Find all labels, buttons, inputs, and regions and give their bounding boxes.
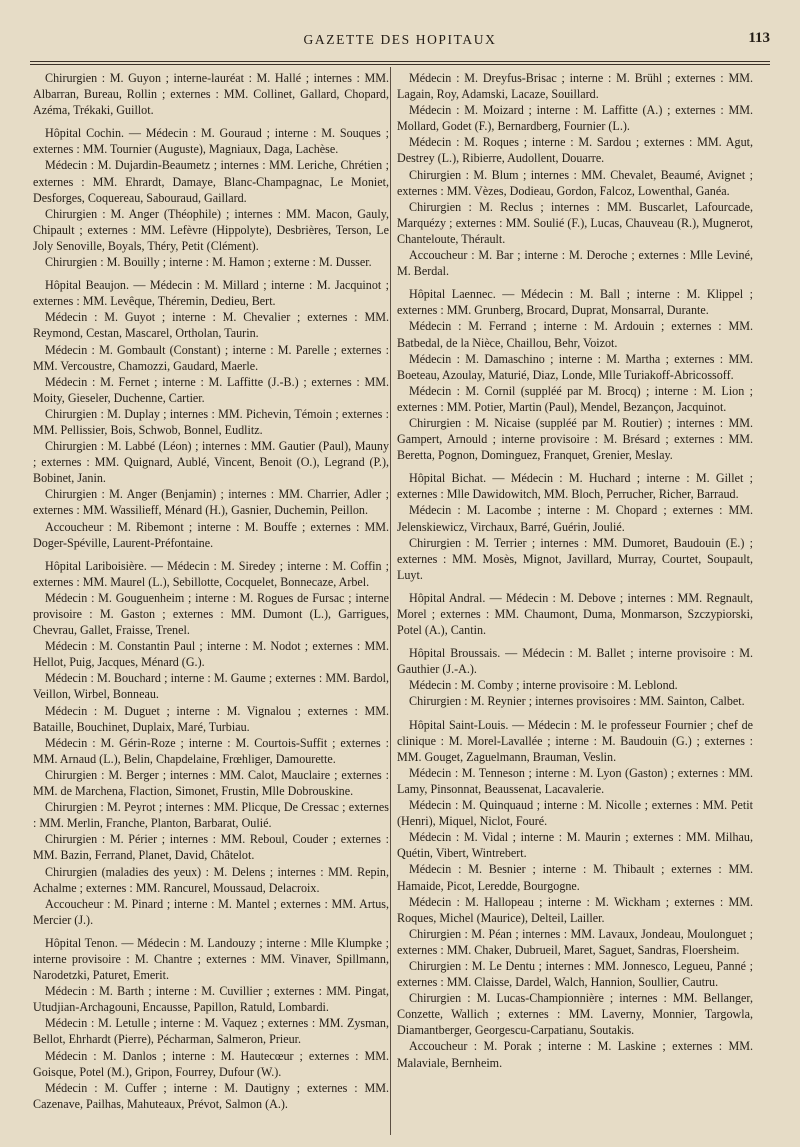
service-paragraph: Chirurgien : M. Lucas-Championnière ; internes : MM. Bellanger, Conzette, Wallich ; externes : MM. Laverny, Monnier, Targowla, Diamantberger, Georgescu-Carpatianu, Soutakis. [397,991,753,1038]
journal-title: GAZETTE DES HOPITAUX [303,32,497,47]
service-paragraph: Chirurgien : M. Blum ; internes : MM. Chevalet, Beaumé, Avignet ; externes : MM. Vèzes, Dodieau, Gordon, Falcoz, Lowenthal, Ganéa. [397,167,753,198]
page-number: 113 [748,30,770,46]
service-paragraph: Médecin : M. Cornil (suppléé par M. Brocq) ; interne : M. Lion ; externes : MM. Potier, Martin (Paul), Mendel, Bezançon, Jacquinot. [397,383,753,414]
service-paragraph: Médecin : M. Lacombe ; interne : M. Chopard ; externes : MM. Jelenskiewicz, Virchaux, Barré, Guérin, Joulié. [397,503,753,534]
hospital-section-paragraph: Hôpital Andral. — Médecin : M. Debove ; internes : MM. Regnault, Morel ; externes : MM. Chaumont, Duma, Monmarson, Szczypiorski, Potel (A.), Cantin. [397,590,753,638]
service-paragraph: Médecin : M. Danlos ; interne : M. Hautecœur ; externes : MM. Goisque, Potel (M.), Gripon, Fourrey, Dufour (W.). [33,1048,389,1079]
service-paragraph: Chirurgien : M. Reclus ; internes : MM. Buscarlet, Lafourcade, Marquézy ; externes : MM. Soulié (F.), Lucas, Chauveau (R.), Mugnerot, Chanteloute, Thérault. [397,199,753,246]
hospital-section-paragraph: Hôpital Tenon. — Médecin : M. Landouzy ; interne : Mlle Klumpke ; interne provisoire : M. Chantre ; externes : MM. Vinaver, Spillmann, Narodetzki, Paturet, Emerit. [33,935,389,983]
service-paragraph: Chirurgien : M. Labbé (Léon) ; internes : MM. Gautier (Paul), Mauny ; externes : MM. Quignard, Aublé, Vincent, Benoit (O.), Legrand (P.), Bobinet, Janin. [33,439,389,486]
service-paragraph: Accoucheur : M. Porak ; interne : M. Laskine ; externes : MM. Malaviale, Bernheim. [397,1039,753,1070]
service-paragraph: Accoucheur : M. Pinard ; interne : M. Mantel ; externes : MM. Artus, Mercier (J.). [33,896,389,927]
column-divider [390,67,391,1135]
service-paragraph: Médecin : M. Quinquaud ; interne : M. Nicolle ; externes : MM. Petit (Henri), Miquel, Niclot, Fouré. [397,798,753,829]
hospital-section-paragraph: Hôpital Laennec. — Médecin : M. Ball ; interne : M. Klippel ; externes : MM. Grunberg, Brocard, Duprat, Monsarral, Durante. [397,287,753,318]
service-paragraph: Chirurgien (maladies des yeux) : M. Delens ; internes : MM. Repin, Achalme ; externes : MM. Rancurel, Moussaud, Delacroix. [33,864,389,895]
service-paragraph: Chirurgien : M. Le Dentu ; internes : MM. Jonnesco, Legueu, Panné ; externes : MM. Claisse, Dardel, Walch, Hannion, Soullier, Cautru. [397,958,753,990]
service-paragraph: Médecin : M. Roques ; interne : M. Sardou ; externes : MM. Agut, Destrey (L.), Ribierre, Audollent, Douarre. [397,135,753,166]
header-rule-secondary [30,64,770,65]
service-paragraph: Médecin : M. Letulle ; interne : M. Vaquez ; externes : MM. Zysman, Bellot, Ehrhardt (Pierre), Pécharman, Salmeron, Prieur. [33,1016,389,1047]
service-paragraph: Médecin : M. Ferrand ; interne : M. Ardouin ; externes : MM. Batbedal, de la Nièce, Chaillou, Behr, Voizot. [397,319,753,350]
service-paragraph: Chirurgien : M. Périer ; internes : MM. Reboul, Couder ; externes : MM. Bazin, Ferrand, Planet, David, Châtelot. [33,832,389,863]
right-column [397,70,753,1135]
header-rule [30,61,770,62]
service-paragraph: Médecin : M. Gouguenheim ; interne : M. Rogues de Fursac ; interne provisoire : M. Gaston ; externes : MM. Dumont (L.), Garrigues, Chevrau, Gallet, Fraisse, Trenel. [33,590,389,638]
hospital-section-paragraph: Hôpital Beaujon. — Médecin : M. Millard ; interne : M. Jacquinot ; externes : MM. Levêque, Théremin, Dedieu, Bert. [33,278,389,309]
service-paragraph: Médecin : M. Constantin Paul ; interne : M. Nodot ; externes : MM. Hellot, Puig, Jacques, Ménard (G.). [33,639,389,670]
service-paragraph: Chirurgien : M. Reynier ; internes provisoires : MM. Sainton, Calbet. [409,694,745,709]
service-paragraph: Médecin : M. Comby ; interne provisoire : M. Leblond. [409,678,678,693]
service-paragraph: Chirurgien : M. Guyon ; interne-lauréat : M. Hallé ; internes : MM. Albarran, Bureau, Rollin ; externes : MM. Collinet, Gallard, Chopard, Azéma, Trékaki, Guillot. [33,71,389,118]
service-paragraph: Médecin : M. Moizard ; interne : M. Laffitte (A.) ; externes : MM. Mollard, Godet (F.), Bernardberg, Fournier (L.). [397,103,753,134]
service-paragraph: Chirurgien : M. Peyrot ; internes : MM. Plicque, De Cressac ; externes : MM. Merlin, Franche, Planton, Barbarat, Oulié. [33,800,389,831]
hospital-section-paragraph: Hôpital Bichat. — Médecin : M. Huchard ; interne : M. Gillet ; externes : Mlle Dawidowitch, MM. Bloch, Perrucher, Richer, Barraud. [397,471,753,502]
service-paragraph: Chirurgien : M. Nicaise (suppléé par M. Routier) ; internes : MM. Gampert, Arnould ; interne provisoire : M. Brésard ; externes : MM. Beretta, Pognon, Dominguez, Franquet, Grenier, Meslay. [397,415,753,463]
service-paragraph: Chirurgien : M. Berger ; internes : MM. Calot, Mauclaire ; externes : MM. de Marchena, Flaction, Simonet, Frustin, Mlle Dobrouskine. [33,767,389,799]
hospital-section-paragraph: Hôpital Broussais. — Médecin : M. Ballet ; interne provisoire : M. Gauthier (J.-A.). [397,646,753,677]
service-paragraph: Chirurgien : M. Péan ; internes : MM. Lavaux, Jondeau, Moulonguet ; externes : MM. Chaker, Dubrueil, Maret, Saguet, Sandras, Floersheim. [397,926,753,957]
service-paragraph: Médecin : M. Bouchard ; interne : M. Gaume ; externes : MM. Bardol, Veillon, Wirbel, Bonneau. [33,671,389,702]
service-paragraph: Médecin : M. Besnier ; interne : M. Thibault ; externes : MM. Hamaide, Picot, Leredde, Bourgogne. [397,862,753,893]
service-paragraph: Médecin : M. Barth ; interne : M. Cuvillier ; externes : MM. Pingat, Utudjian-Archagouni, Encausse, Papillon, Ratuld, Lombardi. [33,984,389,1015]
service-paragraph: Médecin : M. Fernet ; interne : M. Laffitte (J.-B.) ; externes : MM. Moity, Gieseler, Duchenne, Cartier. [33,374,389,405]
service-paragraph: Médecin : M. Gombault (Constant) ; interne : M. Parelle ; externes : MM. Vercoustre, Chamozzi, Gaudard, Maerle. [33,342,389,373]
service-paragraph: Médecin : M. Guyot ; interne : M. Chevalier ; externes : MM. Reymond, Cestan, Mascarel, Ortholan, Taurin. [33,310,389,341]
service-paragraph: Chirurgien : M. Anger (Théophile) ; internes : MM. Macon, Gauly, Chipault ; externes : MM. Lefèvre (Hippolyte), Desbrières, Terson, Le Joly Senoville, Boyals, Théry, Petit (Clément). [33,206,389,253]
service-paragraph: Médecin : M. Cuffer ; interne : M. Dautigny ; externes : MM. Cazenave, Pailhas, Mahuteaux, Prévot, Salmon (A.). [33,1080,389,1111]
service-paragraph: Accoucheur : M. Bar ; interne : M. Deroche ; externes : Mlle Leviné, M. Berdal. [397,248,753,279]
hospital-section-paragraph: Hôpital Saint-Louis. — Médecin : M. le professeur Fournier ; chef de clinique : M. Morel-Lavallée ; interne : M. Baudouin (G.) ; externes : MM. Gouget, Zaguelmann, Brauman, Veslin. [397,717,753,764]
service-paragraph: Médecin : M. Hallopeau ; interne : M. Wickham ; externes : MM. Roques, Michel (Maurice), Delteil, Lailler. [397,894,753,925]
hospital-section-paragraph: Hôpital Lariboisière. — Médecin : M. Siredey ; interne : M. Coffin ; externes : MM. Maurel (L.), Sebillotte, Cocquelet, Bonnecaze, Arbel. [33,558,389,589]
service-paragraph: Chirurgien : M. Duplay ; internes : MM. Pichevin, Témoin ; externes : MM. Pellissier, Bois, Schwob, Bonnel, Eudlitz. [33,406,389,437]
service-paragraph: Médecin : M. Duguet ; interne : M. Vignalou ; externes : MM. Bataille, Bouchinet, Duplaix, Maré, Turbiau. [33,703,389,734]
service-paragraph: Accoucheur : M. Ribemont ; interne : M. Bouffe ; externes : MM. Doger-Spéville, Laurent-Préfontaine. [33,519,389,550]
service-paragraph: Chirurgien : M. Terrier ; internes : MM. Dumoret, Baudouin (E.) ; externes : MM. Mosès, Mignot, Javillard, Murray, Courtet, Soupault, Luyt. [397,535,753,582]
service-paragraph: Médecin : M. Tenneson ; interne : M. Lyon (Gaston) ; externes : MM. Lamy, Pinsonnat, Beaussenat, Lacavalerie. [397,765,753,796]
service-paragraph: Médecin : M. Dreyfus-Brisac ; interne : M. Brühl ; externes : MM. Lagain, Roy, Adamski, Lacaze, Souillard. [397,71,753,102]
service-paragraph: Chirurgien : M. Anger (Benjamin) ; internes : MM. Charrier, Adler ; externes : MM. Wassilieff, Ménard (H.), Gasnier, Duchemin, Peillon. [33,487,389,518]
hospital-section-paragraph: Hôpital Cochin. — Médecin : M. Gouraud ; interne : M. Souques ; externes : MM. Tournier (Auguste), Magniaux, Daga, Lachèse. [33,126,389,157]
service-paragraph: Médecin : M. Gérin-Roze ; interne : M. Courtois-Suffit ; externes : MM. Arnaud (L.), Belin, Chapdelaine, Frœhliger, Damourette. [33,735,389,766]
service-paragraph: Chirurgien : M. Bouilly ; interne : M. Hamon ; externe : M. Dusser. [45,255,372,270]
service-paragraph: Médecin : M. Damaschino ; interne : M. Martha ; externes : MM. Boeteau, Azoulay, Maturié, Diaz, Londe, Mlle Turiakoff-Abricossoff. [397,351,753,382]
left-column [33,70,389,1135]
service-paragraph: Médecin : M. Dujardin-Beaumetz ; internes : MM. Leriche, Chrétien ; externes : MM. Ehrardt, Damaye, Blanc-Champagnac, Le Moniet, Desforges, Coquereau, Sabouraud, Gaillard. [33,158,389,205]
service-paragraph: Médecin : M. Vidal ; interne : M. Maurin ; externes : MM. Milhau, Quétin, Vibert, Wintrebert. [397,830,753,861]
page-header [30,30,770,56]
